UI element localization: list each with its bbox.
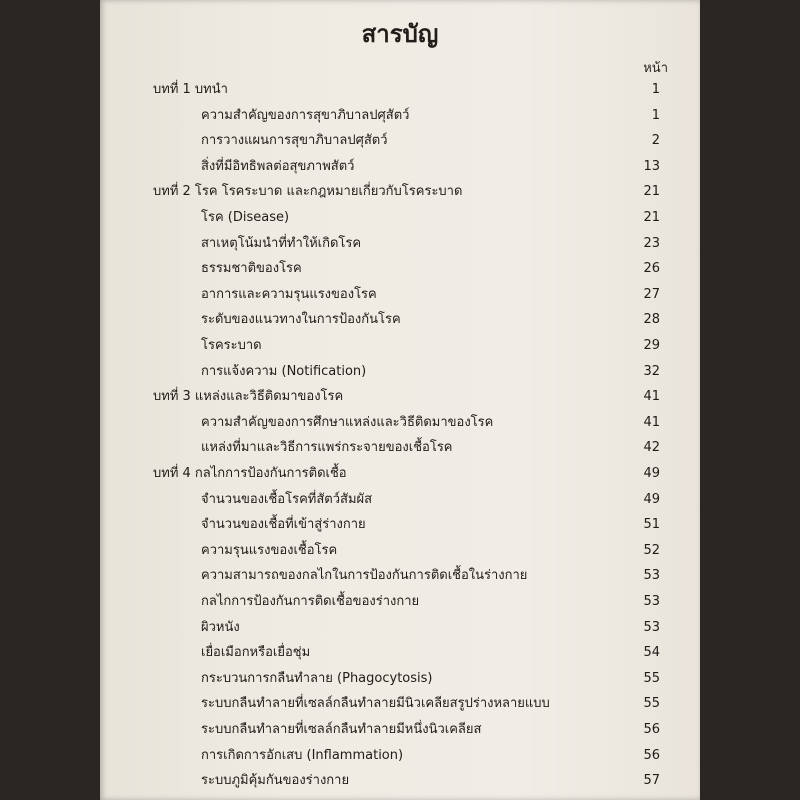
toc-entry-label: กลไกการป้องกันการติดเชื้อของร่างกาย bbox=[201, 594, 420, 609]
toc-item-row bbox=[100, 437, 700, 459]
toc-entry-label: การแจ้งความ (Notification) bbox=[201, 363, 367, 379]
toc-entry-label: ความสามารถของกลไกในการป้องกันการติดเชื้อในร่างกาย bbox=[201, 568, 528, 584]
toc-entry-label: ความรุนแรงของเชื้อโรค bbox=[201, 542, 338, 558]
toc-entry-label: ธรรมชาติของโรค bbox=[201, 261, 302, 277]
toc-page-number: 1 bbox=[651, 107, 660, 123]
toc-entry-label: ระบบกลืนทำลายที่เซลล์กลืนทำลายมีนิวเคลียสรูปร่างหลายแบบ bbox=[201, 696, 550, 712]
toc-entry-label: โรค (Disease) bbox=[201, 210, 290, 225]
page-title: สารบัญ bbox=[361, 20, 439, 48]
toc-item-row bbox=[100, 258, 700, 280]
toc-item-row bbox=[100, 489, 700, 511]
toc-page-number: 23 bbox=[643, 235, 660, 251]
toc-entry-label: ผิวหนัง bbox=[201, 619, 240, 635]
toc-page-number: 13 bbox=[643, 158, 660, 174]
toc-entry-label: จำนวนของเชื้อที่เข้าสู่ร่างกาย bbox=[201, 517, 366, 533]
toc-page-number: 53 bbox=[643, 594, 660, 609]
toc-chapter-row bbox=[100, 463, 700, 485]
toc-item-row bbox=[100, 514, 700, 536]
toc-page-number: 32 bbox=[643, 363, 660, 379]
toc-chapter-row bbox=[100, 181, 700, 203]
toc-page-number: 21 bbox=[643, 184, 660, 200]
toc-page-number: 1 bbox=[651, 82, 660, 97]
toc-page-number: 55 bbox=[643, 696, 660, 712]
toc-entry-label: แหล่งที่มาและวิธีการแพร่กระจายของเชื้อโรค bbox=[201, 440, 453, 456]
toc-page-number: 53 bbox=[643, 619, 660, 635]
toc-page-number: 52 bbox=[643, 542, 660, 558]
toc-entry-label: ความสำคัญของการศึกษาแหล่งและวิธีติดมาของโรค bbox=[201, 414, 494, 430]
toc-item-row bbox=[100, 130, 700, 152]
toc-page-number: 21 bbox=[643, 210, 660, 225]
toc-page-number: 56 bbox=[643, 722, 660, 737]
toc-item-row bbox=[100, 156, 700, 178]
toc-page-number: 42 bbox=[643, 440, 660, 456]
toc-page-number: 49 bbox=[643, 466, 660, 481]
toc-item-row bbox=[100, 745, 700, 767]
toc-page-number: 56 bbox=[643, 747, 660, 763]
toc-page-number: 41 bbox=[643, 389, 660, 405]
toc-entry-label: โรคระบาด bbox=[201, 338, 262, 353]
toc-entry-label: การเกิดการอักเสบ (Inflammation) bbox=[201, 747, 404, 763]
toc-chapter-row bbox=[100, 386, 700, 408]
toc-item-row bbox=[100, 335, 700, 357]
toc-page-number: 54 bbox=[643, 645, 660, 661]
toc-item-row bbox=[100, 565, 700, 587]
toc-page-number: 27 bbox=[643, 286, 660, 302]
toc-page-number: 55 bbox=[643, 670, 660, 686]
page-column-header: หน้า bbox=[643, 61, 668, 76]
toc-entry-label: การวางแผนการสุขาภิบาลปศุสัตว์ bbox=[201, 133, 388, 149]
toc-item-row bbox=[100, 591, 700, 613]
toc-page-number: 2 bbox=[651, 133, 660, 149]
toc-entry-label: ระบบภูมิคุ้มกันของร่างกาย bbox=[201, 773, 350, 789]
book-page bbox=[100, 0, 700, 800]
toc-page-number: 28 bbox=[643, 312, 660, 328]
toc-item-row bbox=[100, 284, 700, 306]
toc-entry-label: บทที่ 3 แหล่งและวิธีติดมาของโรค bbox=[153, 389, 344, 405]
toc-entry-label: บทที่ 2 โรค โรคระบาด และกฎหมายเกี่ยวกับโรคระบาด bbox=[153, 184, 463, 200]
toc-entry-label: สาเหตุโน้มนำที่ทำให้เกิดโรค bbox=[201, 235, 362, 251]
toc-item-row bbox=[100, 361, 700, 383]
toc-entry-label: เยื่อเมือกหรือเยื่อชุ่ม bbox=[201, 645, 311, 661]
toc-entry-label: สิ่งที่มีอิทธิพลต่อสุขภาพสัตว์ bbox=[201, 158, 355, 174]
toc-page-number: 51 bbox=[643, 517, 660, 533]
toc-item-row bbox=[100, 719, 700, 741]
toc-item-row bbox=[100, 309, 700, 331]
toc-item-row bbox=[100, 105, 700, 127]
toc-item-row bbox=[100, 412, 700, 434]
toc-page-number: 41 bbox=[643, 414, 660, 430]
toc-entry-label: บทที่ 1 บทนำ bbox=[153, 82, 228, 97]
toc-entry-label: บทที่ 4 กลไกการป้องกันการติดเชื้อ bbox=[153, 466, 347, 481]
toc-page-number: 57 bbox=[643, 773, 660, 789]
toc-chapter-row bbox=[100, 79, 700, 101]
toc-entry-label: กระบวนการกลืนทำลาย (Phagocytosis) bbox=[201, 670, 433, 686]
toc-entry-label: ระบบกลืนทำลายที่เซลล์กลืนทำลายมีหนึ่งนิวเคลียส bbox=[201, 722, 482, 737]
toc-item-row bbox=[100, 540, 700, 562]
toc-item-row bbox=[100, 668, 700, 690]
toc-page-number: 53 bbox=[643, 568, 660, 584]
toc-item-row bbox=[100, 770, 700, 792]
toc-item-row bbox=[100, 642, 700, 664]
toc-page-number: 49 bbox=[643, 491, 660, 507]
toc-item-row bbox=[100, 693, 700, 715]
toc-entry-label: อาการและความรุนแรงของโรค bbox=[201, 286, 377, 302]
toc-entry-label: ระดับของแนวทางในการป้องกันโรค bbox=[201, 312, 401, 328]
toc-item-row bbox=[100, 207, 700, 229]
toc-item-row bbox=[100, 617, 700, 639]
toc-item-row bbox=[100, 233, 700, 255]
toc-page-number: 29 bbox=[643, 338, 660, 353]
toc-entry-label: จำนวนของเชื้อโรคที่สัตว์สัมผัส bbox=[201, 491, 373, 507]
toc-page-number: 26 bbox=[643, 261, 660, 277]
toc-entry-label: ความสำคัญของการสุขาภิบาลปศุสัตว์ bbox=[201, 107, 410, 123]
